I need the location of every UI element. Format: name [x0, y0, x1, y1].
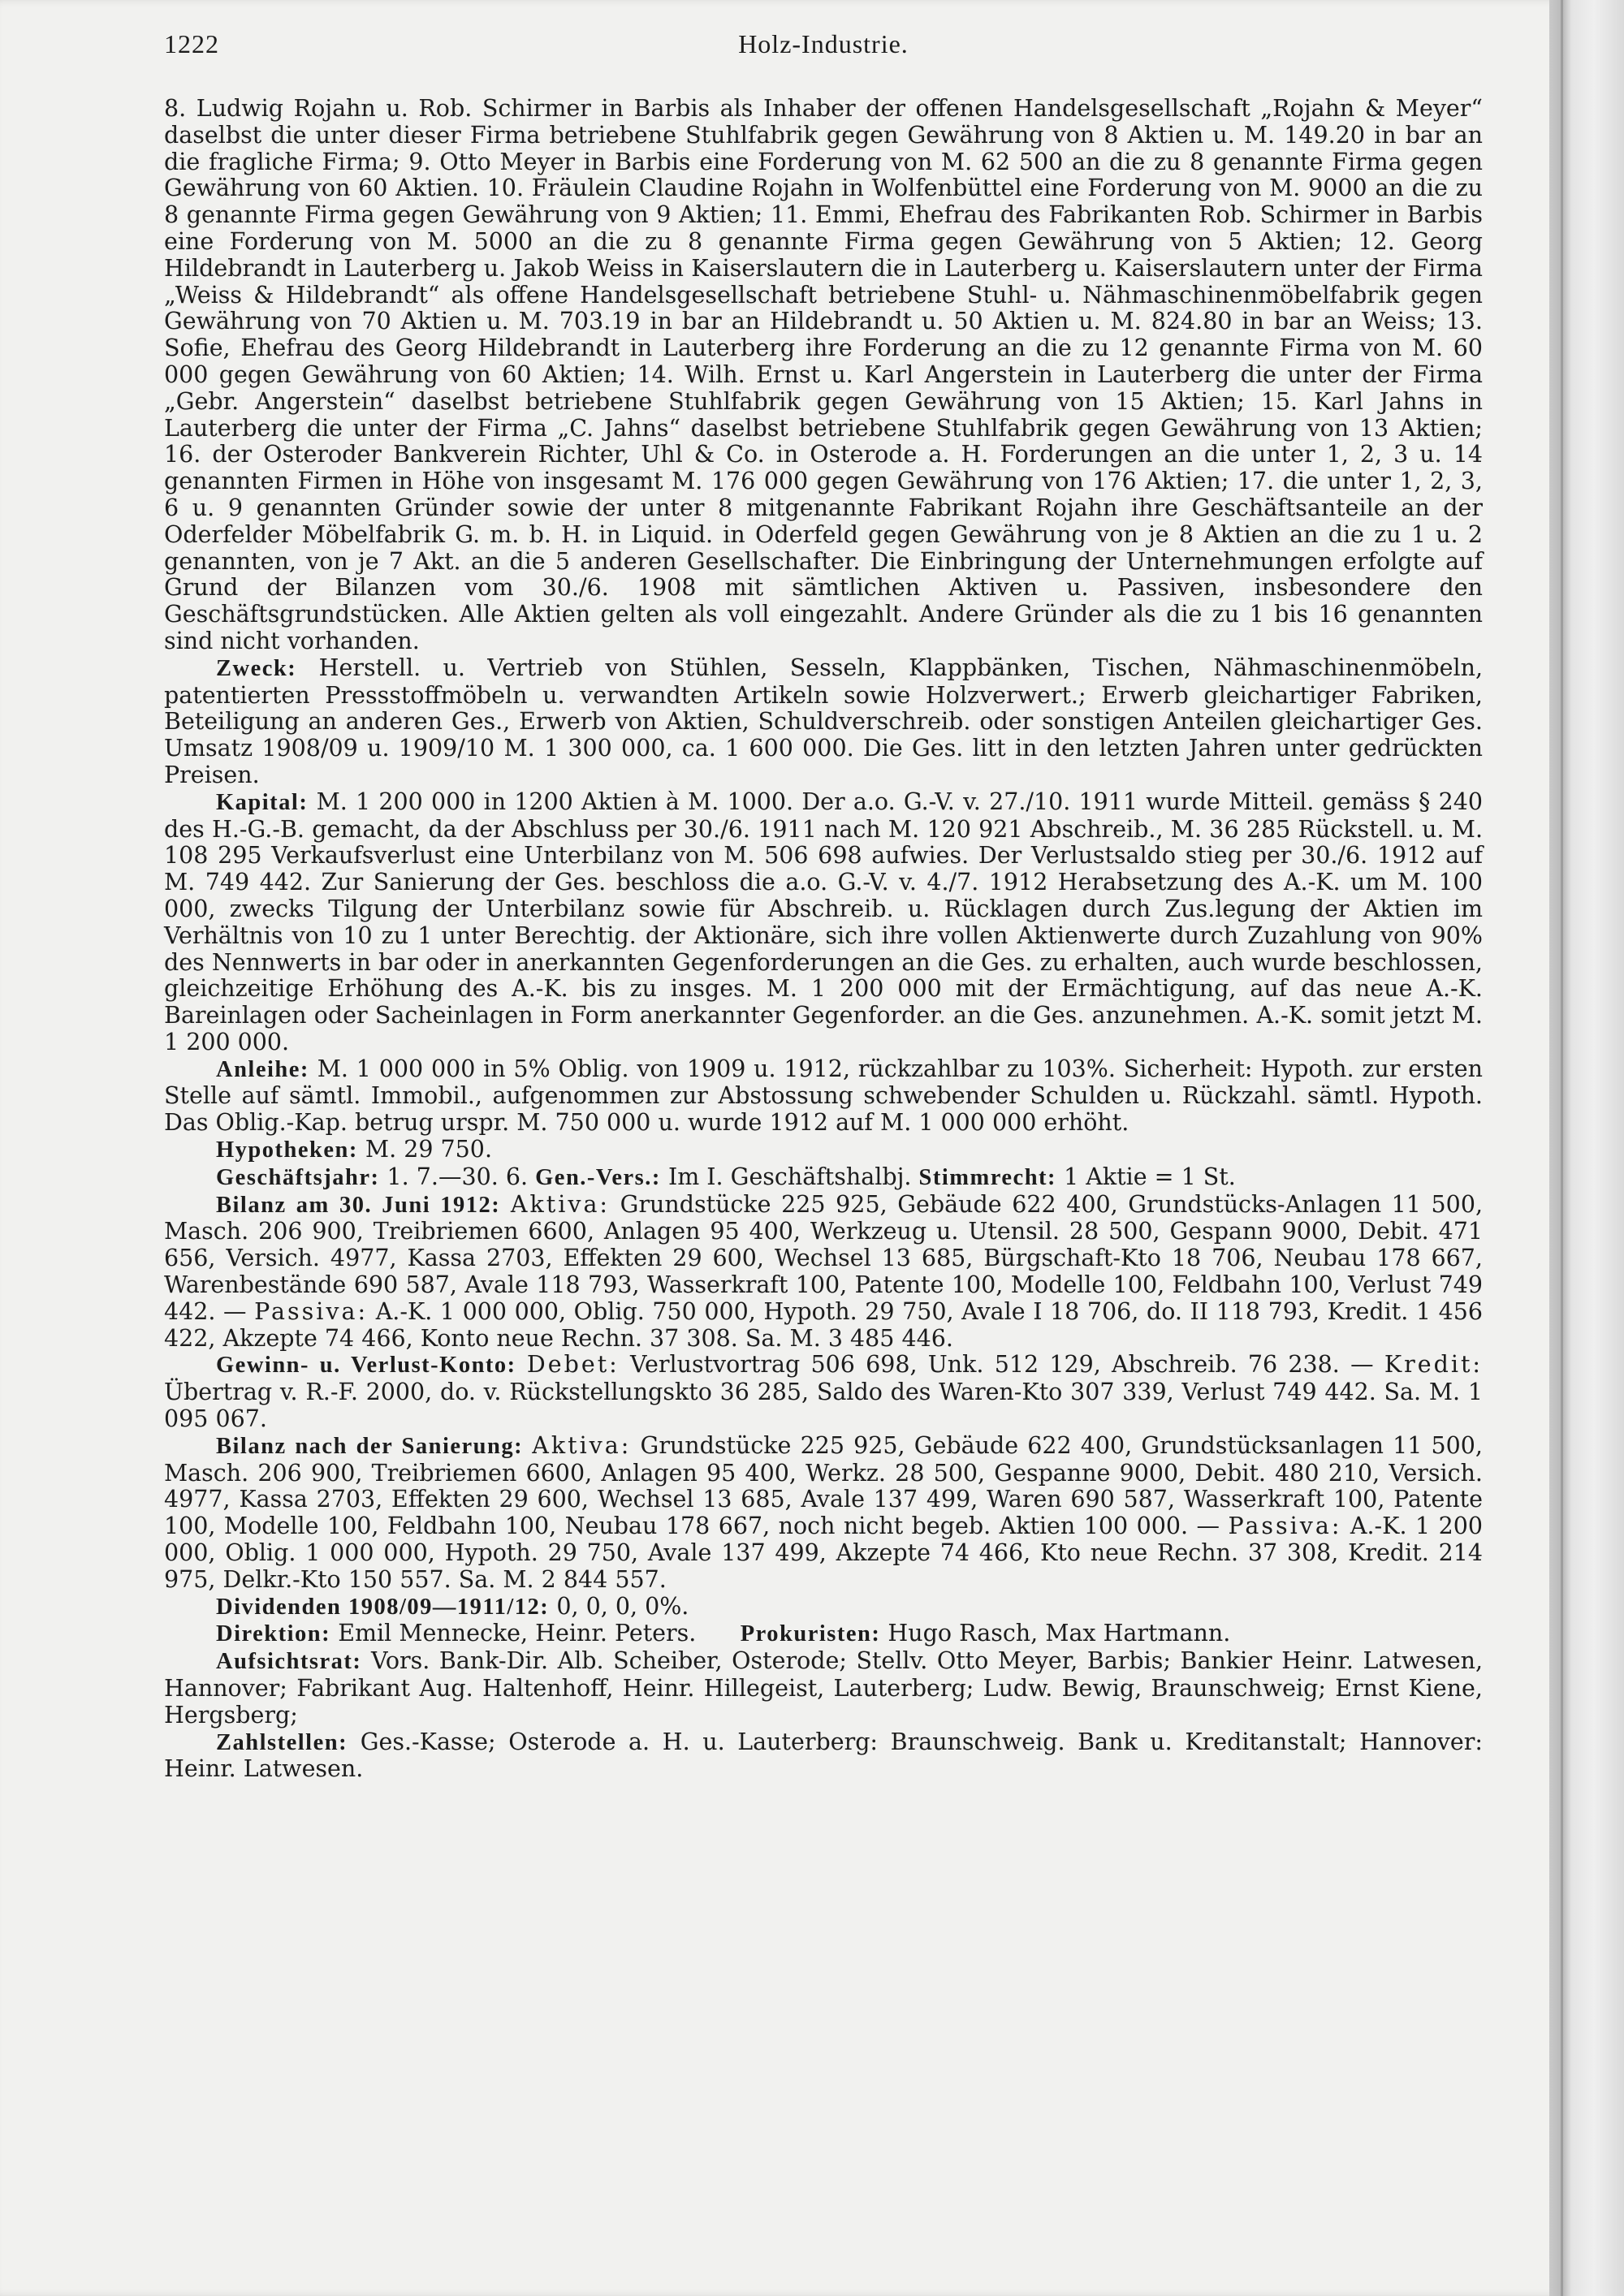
section-direktion	[164, 1621, 1483, 1648]
section-text: M. 1 000 000 in 5% Oblig. von 1909 u. 1912, rückzahlbar zu 103%. Sicherheit: Hypoth. zur ersten Stelle auf sämtl. Immobil., aufgenommen zur Abstossung schwebender Schulden u. Rückzahl. sämtl. Hypoth. Das Oblig.-Kap. betrug urspr. M. 750 000 u. wurde 1912 auf M. 1 000 000 erhöht.	[164, 1055, 1483, 1137]
debet-label: Debet:	[526, 1351, 620, 1379]
stimmrecht-label: Stimmrecht:	[918, 1164, 1057, 1190]
passiva-text: A.-K. 1 200 000, Oblig. 1 000 000, Hypoth. 29 750, Avale 137 499, Akzepte 74 466, Kto neue Rechn. 37 308, Kredit. 214 975, Delkr.-Kto 150 557. Sa. M. 2 844 557.	[164, 1513, 1483, 1593]
section-label: Geschäftsjahr:	[216, 1164, 380, 1190]
section-bilanz-1912	[164, 1192, 1483, 1353]
section-bilanz-sanierung	[164, 1433, 1483, 1594]
section-label: Zweck:	[216, 655, 297, 681]
section-label: Kapital:	[216, 789, 309, 815]
aktiva-label: Aktiva:	[532, 1431, 632, 1459]
passiva-text: A.-K. 1 000 000, Oblig. 750 000, Hypoth. 29 750, Avale I 18 706, do. II 118 793, Kredit. 1 456 422, Akzepte 74 466, Konto neue Rechn. 37 308. Sa. M. 3 485 446.	[164, 1297, 1483, 1352]
section-hypotheken	[164, 1137, 1483, 1164]
gen-vers-text: Im I. Geschäftshalbj.	[667, 1163, 912, 1190]
section-gewinn-verlust	[164, 1352, 1483, 1432]
kredit-text: Übertrag v. R.-F. 2000, do. v. Rückstellungskto 36 285, Saldo des Waren-Kto 307 339, Verlust 749 442. Sa. M. 1 095 067.	[164, 1379, 1483, 1433]
section-text: 0, 0, 0, 0%.	[556, 1592, 689, 1620]
founders-paragraph: 8. Ludwig Rojahn u. Rob. Schirmer in Barbis als Inhaber der offenen Handelsgesellschaft „Rojahn & Meyer“ daselbst die unter dieser Firma betriebene Stuhlfabrik gegen Gewährung von 8 Aktien u. M. 149.20 in bar an die fragliche Firma; 9. Otto Meyer in Barbis eine Forderung von M. 62 500 an die zu 8 genannte Firma gegen Gewährung von 60 Aktien. 10. Fräulein Claudine Rojahn in Wolfenbüttel eine Forderung von M. 9000 an die zu 8 genannte Firma gegen Gewährung von 9 Aktien; 11. Emmi, Ehefrau des Fabrikanten Rob. Schirmer in Barbis eine Forderung von M. 5000 an die zu 8 genannte Firma gegen Gewährung von 5 Aktien; 12. Georg Hildebrandt in Lauterberg u. Jakob Weiss in Kaiserslautern die in Lauterberg u. Kaiserslautern unter der Firma „Weiss & Hildebrandt“ als offene Handelsgesellschaft betriebene Stuhl- u. Nähmaschinenmöbelfabrik gegen Gewährung von 70 Aktien u. M. 703.19 in bar an Hildebrandt u. 50 Aktien u. M. 824.80 in bar an Weiss; 13. Sofie, Ehefrau des Georg Hildebrandt in Lauterberg ihre Forderung an die zu 12 genannte Firma von M. 60 000 gegen Gewährung von 60 Aktien; 14. Wilh. Ernst u. Karl Angerstein in Lauterberg die unter der Firma „Gebr. Angerstein“ daselbst betriebene Stuhlfabrik gegen Gewährung von 15 Aktien; 15. Karl Jahns in Lauterberg die unter der Firma „C. Jahns“ daselbst betriebene Stuhlfabrik gegen Gewährung von 13 Aktien; 16. der Osteroder Bankverein Richter, Uhl & Co. in Osterode a. H. Forderungen an die unter 1, 2, 3 u. 14 genannten Firmen in Höhe von insgesamt M. 176 000 gegen Gewährung von 176 Aktien; 17. die unter 1, 2, 3, 6 u. 9 genannten Gründer sowie der unter 8 mitgenannte Fabrikant Rojahn ihre Geschäftsanteile an der Oderfelder Möbelfabrik G. m. b. H. in Liquid. in Oderfeld gegen Gewährung von je 8 Aktien an die zu 1 u. 2 genannten, von je 7 Akt. an die 5 anderen Gesellschafter. Die Einbringung der Unternehmungen erfolgte auf Grund der Bilanzen vom 30./6. 1908 mit sämtlichen Aktiven u. Passiven, insbesondere den Geschäftsgrundstücken. Alle Aktien gelten als voll eingezahlt. Andere Gründer als die zu 1 bis 16 genannten sind nicht vorhanden.	[164, 95, 1483, 654]
stimmrecht-text: 1 Aktie = 1 St.	[1064, 1163, 1236, 1190]
article-body	[164, 96, 1483, 1783]
section-zahlstellen	[164, 1729, 1483, 1784]
section-label: Direktion:	[216, 1621, 331, 1647]
section-zweck	[164, 655, 1483, 789]
section-label: Anleihe:	[216, 1056, 309, 1082]
debet-text: Verlustvortrag 506 698, Unk. 512 129, Abschreib. 76 238. —	[630, 1351, 1374, 1379]
prokuristen-text: Hugo Rasch, Max Hartmann.	[888, 1620, 1231, 1647]
passiva-label: Passiva:	[254, 1297, 369, 1325]
gen-vers-label: Gen.-Vers.:	[535, 1164, 661, 1190]
section-label: Bilanz nach der Sanierung:	[216, 1433, 524, 1459]
section-text: 1. 7.—30. 6.	[387, 1163, 529, 1190]
section-geschaeftsjahr	[164, 1164, 1483, 1192]
section-text: Emil Mennecke, Heinr. Peters.	[338, 1620, 697, 1647]
section-text: M. 29 750.	[365, 1136, 493, 1163]
section-anleihe	[164, 1056, 1483, 1137]
section-label: Dividenden 1908/09—1911/12:	[216, 1594, 550, 1620]
prokuristen-label: Prokuristen:	[740, 1621, 881, 1647]
section-text: Herstell. u. Vertrieb von Stühlen, Sesseln, Klappbänken, Tischen, Nähmaschinenmöbeln, patentierten Pressstoffmöbeln u. verwandten Artikeln sowie Holzverwert.; Erwerb gleichartiger Fabriken, Beteiligung an anderen Ges., Erwerb von Aktien, Schuldverschreib. oder sonstigen Anteilen gleichartiger Ges. Umsatz 1908/09 u. 1909/10 M. 1 300 000, ca. 1 600 000. Die Ges. litt in den letzten Jahren unter gedrückten Preisen.	[164, 654, 1484, 788]
page-number: 1222	[164, 29, 219, 58]
aktiva-text: Grundstücke 225 925, Gebäude 622 400, Grundstücksanlagen 11 500, Masch. 206 900, Treibriemen 6600, Anlagen 95 400, Werkz. 28 500, Gespanne 9000, Debit. 480 210, Versich. 4977, Kassa 2703, Effekten 29 600, Wechsel 13 685, Avale 137 499, Waren 690 587, Wasserkraft 100, Patente 100, Modelle 100, Feldbahn 100, Neubau 178 667, noch nicht begeb. Aktien 100 000. —	[164, 1431, 1483, 1540]
section-label: Zahlstellen:	[216, 1729, 348, 1755]
section-dividenden	[164, 1594, 1483, 1621]
section-label: Gewinn- u. Verlust-Konto:	[216, 1353, 516, 1379]
aktiva-label: Aktiva:	[510, 1190, 611, 1218]
section-label: Hypotheken:	[216, 1137, 358, 1163]
running-title: Holz-Industrie.	[738, 29, 909, 58]
kredit-label: Kredit:	[1384, 1351, 1484, 1379]
passiva-label: Passiva:	[1228, 1513, 1342, 1540]
section-label: Aufsichtsrat:	[216, 1649, 362, 1675]
page-header	[164, 29, 1483, 62]
section-text: Vors. Bank-Dir. Alb. Scheiber, Osterode; Stellv. Otto Meyer, Barbis; Bankier Heinr. Latwesen, Hannover; Fabrikant Aug. Haltenhoff, Heinr. Hillegeist, Lauterberg; Ludw. Bewig, Braunschweig; Ernst Kiene, Hergsberg;	[164, 1647, 1483, 1728]
section-kapital	[164, 789, 1483, 1056]
section-text: M. 1 200 000 in 1200 Aktien à M. 1000. Der a.o. G.-V. v. 27./10. 1911 wurde Mitteil. gemäss § 240 des H.-G.-B. gemacht, da der Abschluss per 30./6. 1911 nach M. 120 921 Abschreib., M. 36 285 Rückstell. u. M. 108 295 Verkaufsverlust eine Unterbilanz von M. 506 698 aufwies. Der Verlustsaldo stieg per 30./6. 1912 auf M. 749 442. Zur Sanierung der Ges. beschloss die a.o. G.-V. v. 4./7. 1912 Herabsetzung des A.-K. um M. 100 000, zwecks Tilgung der Unterbilanz sowie für Abschreib. u. Rücklagen durch Zus.legung der Aktien im Verhältnis von 10 zu 1 unter Berechtig. der Aktionäre, sich ihre vollen Aktienwerte durch Zuzahlung von 90% des Nennwerts in bar oder in anerkannten Gegenforderungen an die Ges. zu erhalten, auch wurde beschlossen, gleichzeitige Erhöhung des A.-K. bis zu insges. M. 1 200 000 mit der Ermächtigung, auf das neue A.-K. Bareinlagen oder Sacheinlagen in Form anerkannter Gegenforder. an die Ges. anzunehmen. A.-K. somit jetzt M. 1 200 000.	[164, 788, 1483, 1055]
page-edge-line	[1561, 0, 1563, 2296]
aktiva-text: Grundstücke 225 925, Gebäude 622 400, Grundstücks-Anlagen 11 500, Masch. 206 900, Treibriemen 6600, Anlagen 95 400, Werkzeug u. Utensil. 28 500, Gespann 9000, Debit. 471 656, Versich. 4977, Kassa 2703, Effekten 29 600, Wechsel 13 685, Bürgschaft-Kto 18 706, Neubau 178 667, Warenbestände 690 587, Avale 118 793, Wasserkraft 100, Patente 100, Modelle 100, Feldbahn 100, Verlust 749 442. —	[164, 1190, 1484, 1325]
section-text: Ges.-Kasse; Osterode a. H. u. Lauterberg: Braunschweig. Bank u. Kreditanstalt; Hannover: Heinr. Latwesen.	[164, 1728, 1484, 1783]
section-aufsichtsrat	[164, 1648, 1483, 1728]
section-label: Bilanz am 30. Juni 1912:	[216, 1192, 501, 1218]
